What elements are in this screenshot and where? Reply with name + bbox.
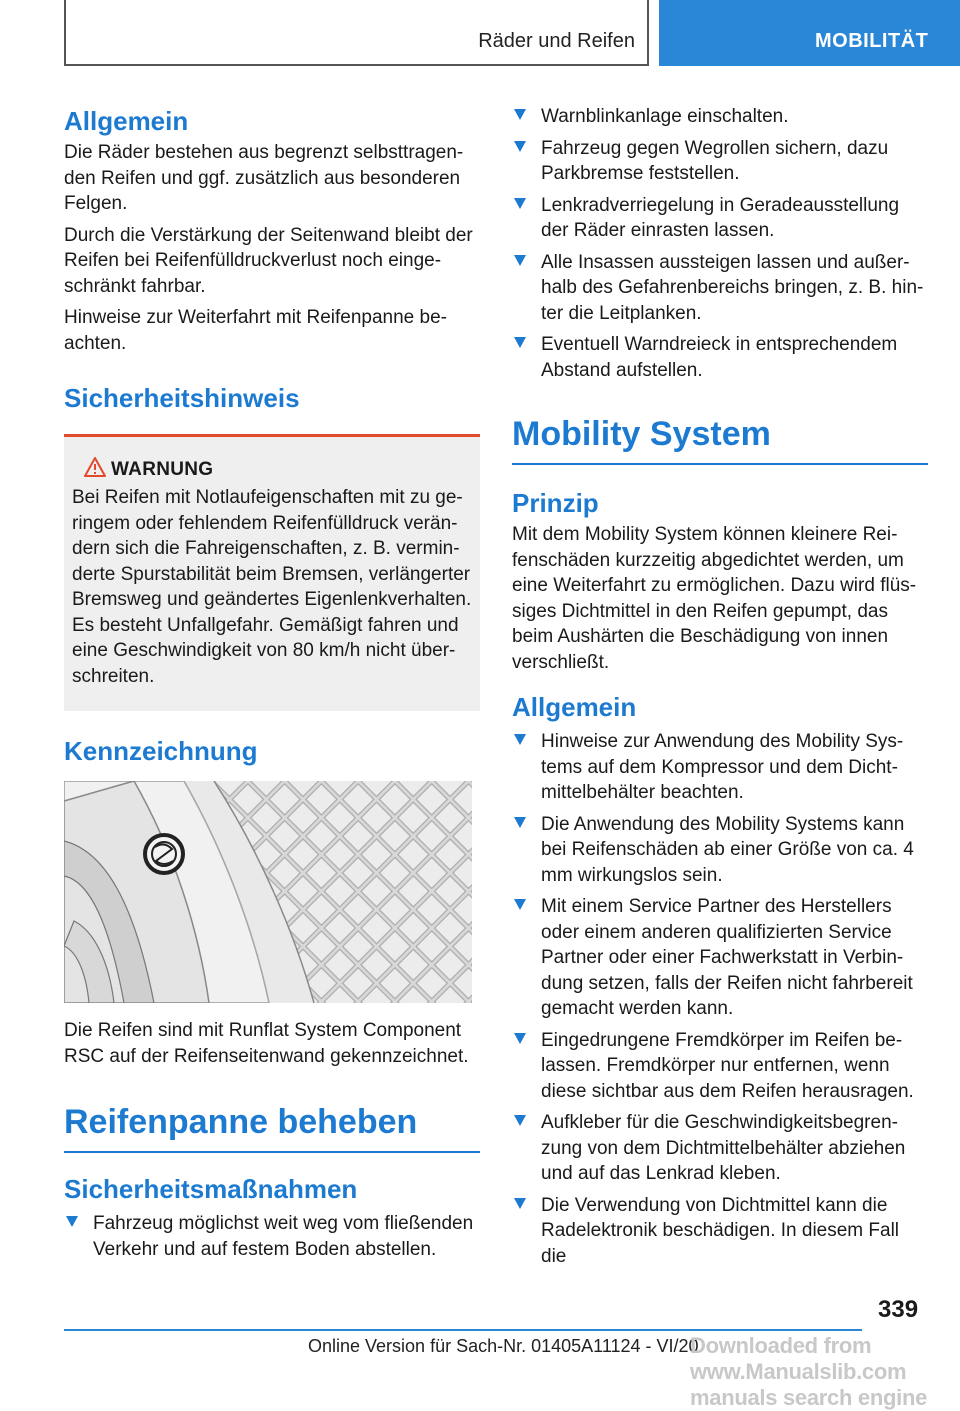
rsc-logo-icon — [145, 835, 183, 873]
tire-rsc-illustration — [64, 781, 480, 1008]
heading-allgemein: Allgemein — [64, 106, 189, 136]
list-item: Aufkleber für die Geschwindigkeitsbegren-zung von dem Dichtmittelbehälter abziehen und auf das Lenkrad kleben. — [512, 1110, 928, 1187]
bullet-triangle-icon — [514, 109, 526, 120]
list-item: Fahrzeug gegen Wegrollen sichern, dazu Parkbremse feststellen. — [512, 136, 928, 187]
bullet-triangle-icon — [514, 141, 526, 152]
heading-sicherheitsmassnahmen: Sicherheitsmaßnahmen — [64, 1174, 358, 1204]
list-item: Fahrzeug möglichst weit weg vom fließenden Verkehr und auf festem Boden abstellen. — [64, 1211, 480, 1262]
list-item: Mit einem Service Partner des Herstellers oder einem anderen qualifizierten Service Partner oder einer Fachwerkstatt in Verbin-dung setzen, falls der Reifen nicht fahrbereit gemacht werden kann. — [512, 894, 928, 1022]
bullet-triangle-icon — [514, 198, 526, 209]
paragraph: Durch die Verstärkung der Seitenwand bleibt der Reifen bei Reifenfülldruckverlust noch einge-schränkt fahrbar. — [64, 224, 473, 297]
section-tab-label: MOBILITÄT — [815, 30, 929, 52]
paragraph: Die Räder bestehen aus begrenzt selbsttragen-den Reifen und ggf. zusätzlich aus besonderen Felgen. — [64, 142, 464, 214]
footer-online-version: Online Version für Sach-Nr. 01405A11124 - VI/20 — [308, 1336, 699, 1356]
bullet-triangle-icon — [514, 1198, 526, 1209]
left-column — [64, 100, 480, 1262]
warning-triangle-icon — [84, 457, 106, 482]
bullet-triangle-icon — [514, 817, 526, 828]
list-item: Eventuell Warndreieck in entsprechendem Abstand aufstellen. — [512, 332, 928, 383]
warning-text: Bei Reifen mit Notlaufeigenschaften mit zu ge-ringem oder fehlendem Reifenfülldruck verän-dern sich die Fahreigenschaften, z. B. vermin-derte Spurstabilität beim Bremsen, verlängerter Bremsweg und geändertes Eigenlenkverhalten. Es besteht Unfallgefahr. Gemäßigt fahren und eine Geschwindigkeit von 80 km/h nicht über-schreiten. — [72, 487, 472, 687]
bullet-triangle-icon — [514, 337, 526, 348]
heading-mobility-system: Mobility System — [512, 411, 928, 465]
heading-sicherheitshinweis: Sicherheitshinweis — [64, 383, 300, 413]
massnahmen-list — [64, 1211, 480, 1262]
heading-kennzeichnung: Kennzeichnung — [64, 736, 258, 766]
warning-header — [72, 457, 472, 483]
warning-box — [64, 434, 480, 711]
watermark: Downloaded from www.Manualslib.com manuals search engine — [690, 1333, 928, 1410]
section-tab — [659, 0, 960, 66]
heading-allgemein-mobility: Allgemein — [512, 692, 637, 722]
right-column — [512, 104, 928, 1269]
header-frame — [64, 0, 649, 66]
paragraph: Mit dem Mobility System können kleinere Rei-fenschäden kurzzeitig abgedichtet werden, um eine Weiterfahrt zu ermöglichen. Dazu wird flüs-siges Dichtmittel in den Reifen gepumpt, das beim Aushärten die Beschädigung von innen verschließt. — [512, 524, 917, 673]
footer-rule — [64, 1329, 862, 1331]
bullet-triangle-icon — [514, 1115, 526, 1126]
list-item: Die Anwendung des Mobility Systems kann bei Reifenschäden ab einer Größe von ca. 4 mm wirkungslos sein. — [512, 812, 928, 889]
list-item: Lenkradverriegelung in Geradeausstellung der Räder einrasten lassen. — [512, 193, 928, 244]
bullet-triangle-icon — [514, 899, 526, 910]
heading-reifenpanne-beheben: Reifenpanne beheben — [64, 1099, 480, 1153]
allgemein-list — [512, 729, 928, 1269]
list-item: Alle Insassen aussteigen lassen und außer-halb des Gefahrenbereichs bringen, z. B. hin-ter die Leitplanken. — [512, 250, 928, 327]
list-item: Hinweise zur Anwendung des Mobility Sys-tems auf dem Kompressor und dem Dicht-mittelbehälter beachten. — [512, 729, 928, 806]
list-item: Warnblinkanlage einschalten. — [512, 104, 928, 130]
bullet-triangle-icon — [514, 255, 526, 266]
paragraph: Hinweise zur Weiterfahrt mit Reifenpanne be-achten. — [64, 307, 447, 354]
list-item: Eingedrungene Fremdkörper im Reifen be-lassen. Fremdkörper nur entfernen, wenn diese sichtbar aus dem Reifen herausragen. — [512, 1028, 928, 1105]
warning-title: WARNUNG — [111, 459, 214, 480]
image-caption: Die Reifen sind mit Runflat System Component RSC auf der Reifenseitenwand gekennzeichnet. — [64, 1020, 469, 1067]
chapter-title: Räder und Reifen — [478, 30, 635, 52]
bullet-triangle-icon — [514, 1033, 526, 1044]
bullet-triangle-icon — [66, 1216, 78, 1227]
heading-prinzip: Prinzip — [512, 488, 599, 518]
page-number: 339 — [878, 1296, 919, 1323]
bullet-triangle-icon — [514, 734, 526, 745]
massnahmen-list-continued — [512, 104, 928, 383]
list-item: Die Verwendung von Dichtmittel kann die Radelektronik beschädigen. In diesem Fall die — [512, 1193, 928, 1270]
